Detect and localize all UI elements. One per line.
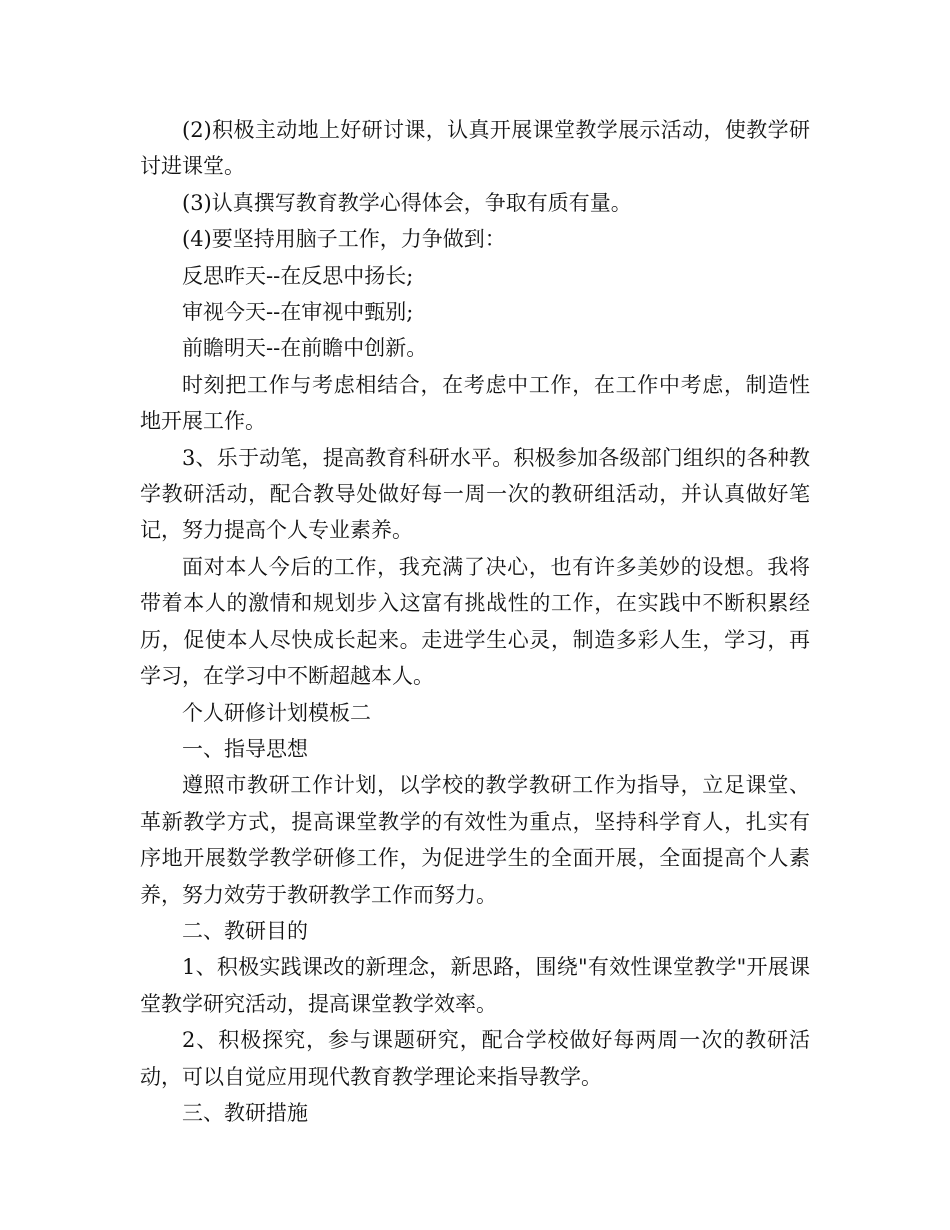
paragraph: 反思昨天--在反思中扬长;: [182, 263, 414, 288]
paragraph: (3)认真撰写教育教学心得体会，争取有质有量。: [182, 190, 632, 215]
section-heading: 二、教研目的: [182, 918, 308, 943]
paragraph: 1、积极实践课改的新理念，新思路，围绕"有效性课堂教学"开展课堂教学研究活动，提高课堂教学效率。: [140, 955, 810, 1016]
section-heading: 一、指导思想: [182, 736, 308, 761]
section-heading: 个人研修计划模板二: [182, 700, 371, 725]
document-body: [140, 112, 810, 1131]
paragraph: (4)要坚持用脑子工作，力争做到：: [182, 227, 506, 252]
paragraph: 遵照市教研工作计划，以学校的教学教研工作为指导，立足课堂、革新教学方式，提高课堂教学的有效性为重点，坚持科学育人，扎实有序地开展数学教学研修工作，为促进学生的全面开展，全面提高个人素养，努力效劳于教研教学工作而努力。: [140, 773, 810, 907]
paragraph: 审视今天--在审视中甄别;: [182, 300, 414, 325]
paragraph: (2)积极主动地上好研讨课，认真开展课堂教学展示活动，使教学研讨进课堂。: [140, 118, 810, 179]
paragraph: 前瞻明天--在前瞻中创新。: [182, 336, 428, 361]
paragraph: 面对本人今后的工作，我充满了决心，也有许多美妙的设想。我将带着本人的激情和规划步入这富有挑战性的工作，在实践中不断积累经历，促使本人尽快成长起来。走进学生心灵，制造多彩人生，学习，再学习，在学习中不断超越本人。: [140, 554, 810, 689]
paragraph: 3、乐于动笔，提高教育科研水平。积极参加各级部门组织的各种教学教研活动，配合教导处做好每一周一次的教研组活动，并认真做好笔记，努力提高个人专业素养。: [140, 445, 810, 543]
section-heading: 三、教研措施: [182, 1100, 308, 1125]
paragraph: 时刻把工作与考虑相结合，在考虑中工作，在工作中考虑，制造性地开展工作。: [140, 372, 810, 434]
paragraph: 2、积极探究，参与课题研究，配合学校做好每两周一次的教研活动，可以自觉应用现代教育教学理论来指导教学。: [140, 1028, 810, 1089]
